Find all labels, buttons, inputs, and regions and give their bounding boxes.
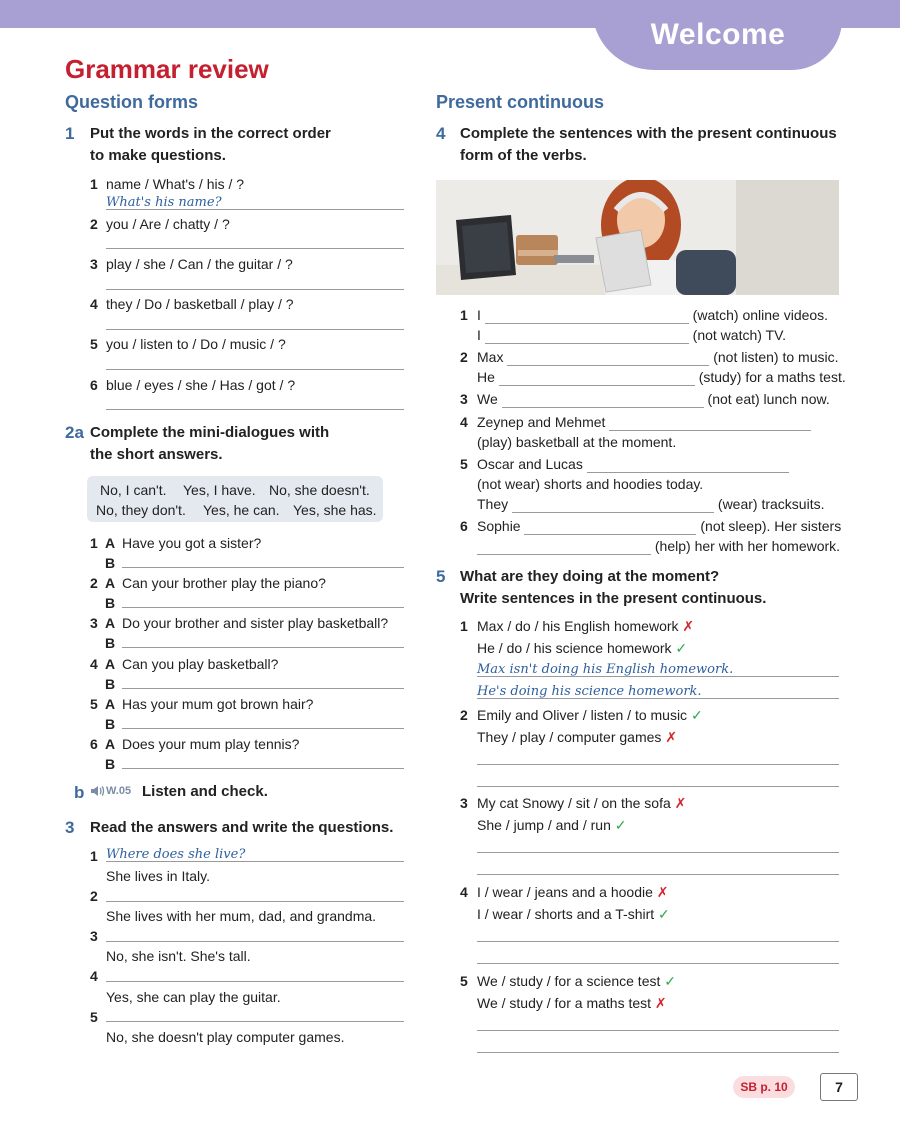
sentence-line: I (not watch) TV. [477, 327, 787, 343]
answer-line[interactable] [122, 567, 404, 568]
answer-option: Yes, I have. [183, 482, 256, 498]
blank[interactable] [507, 351, 709, 366]
answer-line[interactable] [106, 369, 404, 370]
dialogue-question: Can you play basketball? [122, 656, 279, 672]
sentence-line: Sophie (not sleep). Her sisters [477, 518, 842, 534]
speaker-b: B [105, 716, 116, 732]
tick-mark-icon: ✓ [614, 817, 627, 833]
item-number: 4 [460, 414, 468, 430]
section-title-question-forms: Question forms [65, 92, 199, 112]
answer-line[interactable] [106, 409, 404, 410]
prompt-line: We / study / for a maths test ✗ [477, 995, 667, 1011]
answer-line[interactable] [477, 874, 839, 875]
sentence-line: He (study) for a maths test. [477, 369, 846, 385]
item-number: 3 [460, 391, 468, 407]
prompt-line: We / study / for a science test ✓ [477, 973, 676, 989]
blank[interactable] [485, 309, 689, 324]
speaker-a: A [105, 656, 116, 672]
speaker-b: B [105, 595, 116, 611]
item-number: 2 [90, 888, 98, 904]
answer-line[interactable] [106, 209, 404, 210]
answer-line[interactable] [106, 329, 404, 330]
answer-line[interactable] [106, 289, 404, 290]
answer-line[interactable] [477, 963, 839, 964]
answer-line[interactable] [477, 698, 839, 699]
exercise-instruction: What are they doing at the moment? Write sentences in the present continuous. [460, 568, 767, 607]
item-number: 4 [90, 968, 98, 984]
answer-option: Yes, she has. [293, 502, 377, 518]
answer-line[interactable] [477, 764, 839, 765]
cross-mark-icon: ✗ [682, 618, 695, 634]
sentence-line: (play) basketball at the moment. [477, 434, 677, 450]
item-number: 2 [90, 216, 98, 232]
audio-track-code: W.05 [106, 785, 132, 797]
exercise-number: 4 [436, 124, 446, 143]
example-answer: Max isn't doing his English homework. [477, 662, 734, 677]
blank[interactable] [485, 329, 689, 344]
blank[interactable] [477, 540, 651, 555]
item-number: 1 [460, 307, 468, 323]
page-number: 7 [820, 1073, 858, 1101]
item-number: 3 [90, 256, 98, 272]
answer-statement: No, she doesn't play computer games. [106, 1029, 345, 1045]
tick-mark-icon: ✓ [658, 906, 670, 922]
item-prompt: you / Are / chatty / ? [106, 216, 230, 232]
exercise-instruction: Complete the sentences with the present continuous form of the verbs. [460, 125, 837, 164]
prompt-line: They / play / computer games ✗ [477, 729, 678, 745]
speaker-a: A [105, 736, 116, 752]
item-number: 6 [460, 518, 468, 534]
answer-line[interactable] [477, 852, 839, 853]
exercise-letter: b [74, 783, 85, 802]
prompt-line: Emily and Oliver / listen / to music ✓ [477, 707, 703, 723]
answer-line[interactable] [122, 728, 404, 729]
item-number: 2 [460, 707, 468, 723]
item-prompt: blue / eyes / she / Has / got / ? [106, 377, 296, 393]
speaker-b: B [105, 635, 116, 651]
answer-line[interactable] [477, 1052, 839, 1053]
item-number: 6 [90, 377, 98, 393]
speaker-b: B [105, 756, 116, 772]
blank[interactable] [499, 371, 695, 386]
tick-mark-icon: ✓ [664, 973, 676, 989]
answer-line[interactable] [106, 981, 404, 982]
answer-line[interactable] [106, 901, 404, 902]
answer-statement: Yes, she can play the guitar. [106, 989, 281, 1005]
dialogue-question: Has your mum got brown hair? [122, 696, 314, 712]
section-title-present-continuous: Present continuous [436, 92, 605, 112]
answer-option: No, she doesn't. [269, 482, 370, 498]
answer-line[interactable] [122, 768, 404, 769]
tick-mark-icon: ✓ [675, 640, 688, 656]
item-number: 6 [90, 736, 98, 752]
student-book-reference: SB p. 10 [733, 1076, 795, 1098]
item-prompt: they / Do / basketball / play / ? [106, 296, 294, 312]
sentence-line: (not wear) shorts and hoodies today. [477, 476, 704, 492]
blank[interactable] [524, 520, 696, 535]
answer-line[interactable] [106, 861, 404, 862]
item-number: 1 [90, 535, 98, 551]
prompt-line: I / wear / jeans and a hoodie ✗ [477, 884, 669, 900]
welcome-title: Welcome [650, 18, 786, 51]
exercise-number: 2a [65, 423, 84, 442]
speaker-a: A [105, 535, 116, 551]
answer-statement: She lives with her mum, dad, and grandma. [106, 908, 377, 924]
cross-mark-icon: ✗ [674, 795, 687, 811]
example-answer: He's doing his science homework. [477, 684, 702, 699]
exercise-instruction: Listen and check. [142, 783, 268, 800]
sentence-line: Zeynep and Mehmet [477, 413, 811, 431]
blank[interactable] [609, 416, 811, 431]
answer-line[interactable] [122, 647, 404, 648]
prompt-line: He / do / his science homework ✓ [477, 640, 688, 656]
item-number: 5 [90, 336, 98, 352]
cross-mark-icon: ✗ [654, 995, 667, 1011]
speaker-a: A [105, 615, 116, 631]
dialogue-question: Does your mum play tennis? [122, 736, 300, 752]
answer-line[interactable] [477, 1030, 839, 1031]
photo-girl-with-tablet [436, 180, 839, 295]
blank[interactable] [502, 393, 704, 408]
exercise-instruction: Put the words in the correct order to make questions. [90, 125, 331, 164]
sentence-line: Max (not listen) to music. [477, 349, 839, 365]
speaker-b: B [105, 555, 116, 571]
item-number: 5 [460, 456, 468, 472]
item-prompt: you / listen to / Do / music / ? [106, 336, 286, 352]
item-number: 1 [90, 176, 98, 192]
answer-line[interactable] [477, 786, 839, 787]
sentence-line: Oscar and Lucas [477, 455, 789, 473]
sentence-line: We (not eat) lunch now. [477, 391, 830, 407]
item-number: 3 [90, 615, 98, 631]
dialogue-question: Do your brother and sister play basketball? [122, 615, 389, 631]
sentence-line: (help) her with her homework. [477, 537, 840, 555]
answer-option: No, I can't. [100, 482, 167, 498]
sentence-line: I (watch) online videos. [477, 307, 829, 323]
answer-option: Yes, he can. [203, 502, 280, 518]
item-number: 4 [90, 656, 98, 672]
answer-line[interactable] [122, 607, 404, 608]
example-answer: Where does she live? [106, 847, 246, 862]
item-number: 3 [90, 928, 98, 944]
item-prompt: play / she / Can / the guitar / ? [106, 256, 293, 272]
audio-speaker-icon[interactable] [89, 783, 105, 802]
exercise-instruction: Read the answers and write the questions. [90, 819, 394, 836]
speaker-b: B [105, 676, 116, 692]
blank[interactable] [587, 458, 789, 473]
item-number: 5 [90, 696, 98, 712]
item-number: 4 [460, 884, 468, 900]
answer-line[interactable] [477, 676, 839, 677]
answer-statement: No, she isn't. She's tall. [106, 948, 251, 964]
item-number: 2 [90, 575, 98, 591]
speaker-a: A [105, 575, 116, 591]
item-number: 3 [460, 795, 468, 811]
item-number: 5 [90, 1009, 98, 1025]
blank[interactable] [512, 498, 714, 513]
item-number: 1 [460, 618, 468, 634]
prompt-line: She / jump / and / run ✓ [477, 817, 627, 833]
answer-line[interactable] [106, 941, 404, 942]
item-number: 5 [460, 973, 468, 989]
answer-statement: She lives in Italy. [106, 868, 211, 884]
dialogue-question: Can your brother play the piano? [122, 575, 326, 591]
prompt-line: Max / do / his English homework ✗ [477, 618, 695, 634]
exercise-number: 5 [436, 567, 446, 586]
prompt-line: I / wear / shorts and a T-shirt ✓ [477, 906, 670, 922]
item-prompt: name / What's / his / ? [106, 176, 245, 192]
cross-mark-icon: ✗ [656, 884, 669, 900]
page-title: Grammar review [65, 54, 269, 84]
answer-line[interactable] [477, 941, 839, 942]
sentence-line: They (wear) tracksuits. [477, 496, 825, 512]
exercise-instruction: Complete the mini-dialogues with the short answers. [90, 424, 330, 463]
answer-line[interactable] [122, 688, 404, 689]
exercise-number: 1 [65, 124, 75, 143]
example-answer: What's his name? [106, 195, 222, 210]
item-number: 2 [460, 349, 468, 365]
item-number: 1 [90, 848, 98, 864]
speaker-a: A [105, 696, 116, 712]
answer-line[interactable] [106, 248, 404, 249]
exercise-number: 3 [65, 818, 75, 837]
tick-mark-icon: ✓ [690, 707, 703, 723]
prompt-line: My cat Snowy / sit / on the sofa ✗ [477, 795, 687, 811]
answer-option: No, they don't. [96, 502, 186, 518]
dialogue-question: Have you got a sister? [122, 535, 262, 551]
item-number: 4 [90, 296, 98, 312]
answer-line[interactable] [106, 1021, 404, 1022]
cross-mark-icon: ✗ [665, 729, 678, 745]
